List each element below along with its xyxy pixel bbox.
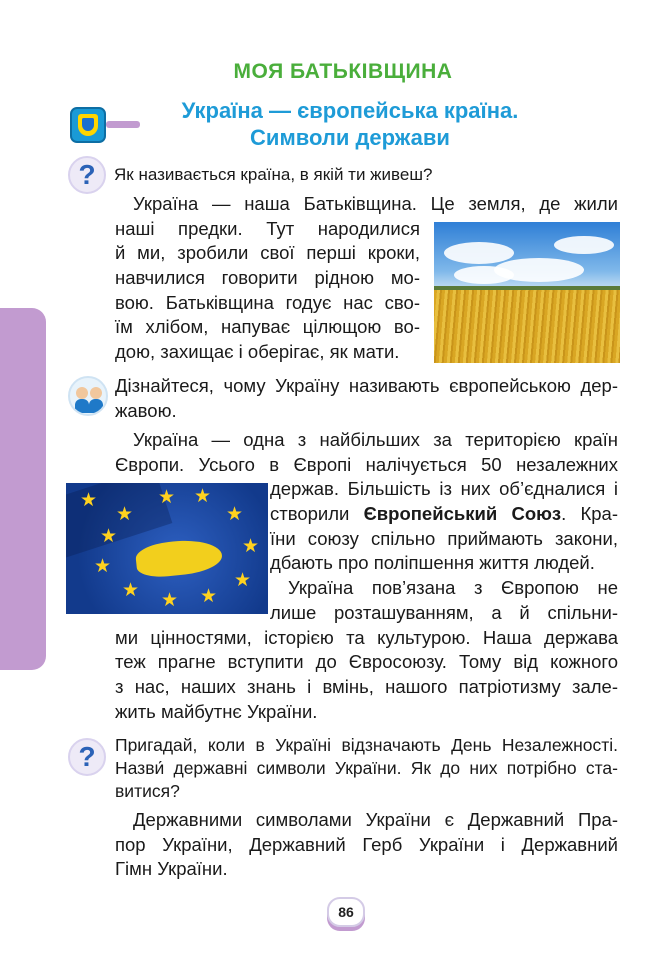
text-line: Європи. Усього в Європі налічується 50 незалежних [115,453,618,475]
lesson-title-line-1: Україна — європейська країна. [181,98,519,123]
text-line: Назви́ державні символи України. Як до них потрібно ста- [115,758,618,778]
text-line: дбають про поліпшення життя людей. [270,552,595,574]
pupils-icon [68,376,108,416]
text-line: Пригадай, коли в Україні відзначають День Незалежності. [115,735,618,755]
question-1: Як називається країна, в якій ти живеш? [114,165,433,184]
text-line: лише розташуванням, а й спільни- [270,601,618,623]
paragraph-3-first [133,808,618,833]
lesson-title-line-2: Символи держави [250,125,450,150]
text-line: Гімн України. [115,858,228,880]
european-union-term: Європейський Союз [363,503,562,525]
text-line: держав. Більшість із них об’єдналися і [270,478,618,500]
text-line: Україна — наша Батьківщина. Це земля, де жили [133,193,618,214]
text-line: Дізнайтеся, чому Україну називають європейською дер- [115,375,618,396]
page-number: 86 [327,897,365,927]
text-line: з нас, наших знань і вмінь, нашого патріотизму зале- [115,675,618,697]
paragraph-2-second [115,453,618,478]
text-line: навчилися говорити рідною мо- [115,267,420,289]
text-line: жить майбутнє України. [115,700,318,722]
chapter-title: МОЯ БАТЬКІВЩИНА [233,60,453,83]
text-line: наші предки. Тут народилися [115,217,420,239]
question-icon: ? [68,738,106,776]
task-text [115,374,618,423]
text-line [270,502,618,527]
paragraph-2-wrap [270,477,618,576]
coat-of-arms-icon [70,107,106,143]
ukraine-map-shape [134,537,223,580]
question-2 [115,734,618,803]
text-line: їни союзу спільно приймають закони, [270,527,618,549]
text-line: жавою. [115,399,177,421]
text-line: пор України, Державний Герб України і Державний [115,833,618,855]
wheat-field-photo [434,222,620,363]
text-line: й ми, зробили свої перші кроки, [115,242,420,264]
side-tab [0,308,46,670]
text-line: ми цінностями, історією та культурою. Наша держава [115,626,618,648]
text-line: витися? [115,781,180,801]
text-line: теж прагне вступити до Євросоюзу. Тому від кожного [115,651,618,673]
eu-flag-photo: ★ ★ ★ ★ ★ ★ ★ ★ ★ ★ ★ ★ [66,483,268,614]
text-span: . Кра- [561,503,618,525]
text-line: Україна — одна з найбільших за територією країн [133,429,618,450]
text-line: Україна пов’язана з Європою не [288,577,618,599]
paragraph-1 [115,217,420,365]
text-line: їм хлібом, напуває цілющою во- [115,316,420,338]
paragraph-2b-wrap [270,601,618,626]
paragraph-2b-full [115,626,618,725]
paragraph-2b-first [288,576,618,601]
text-line: Державними символами України є Державний Пра- [133,809,618,830]
paragraph-3 [115,833,618,882]
paragraph-1-line [133,192,618,217]
paragraph-2-first [133,428,618,453]
text-line: дою, захищає і оберігає, як мати. [115,341,400,363]
text-line: вою. Батьківщина годує нас сво- [115,291,420,313]
question-icon: ? [68,156,106,194]
text-span: створили [270,503,364,525]
